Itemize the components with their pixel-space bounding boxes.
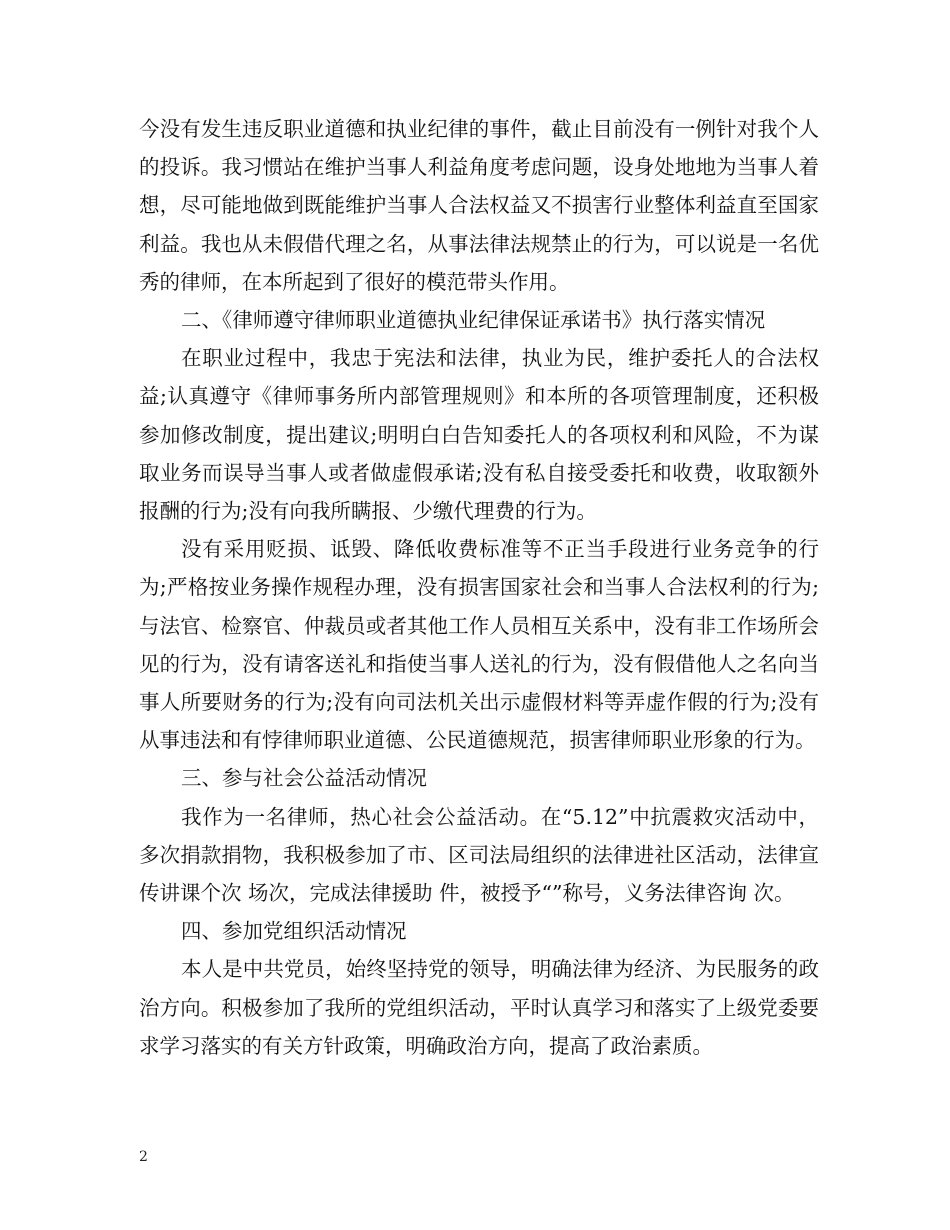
page-number: 2 — [139, 1149, 148, 1165]
paragraph-duties: 在职业过程中，我忠于宪法和法律，执业为民，维护委托人的合法权益;认真遵守《律师事务所内部管理规则》和本所的各项管理制度，还积极参加修改制度，提出建议;明明白白告知委托人的各项权利和风险，不为谋取业务而误导当事人或者做虚假承诺;没有私自接受委托和收费，收取额外报酬的行为;没有向我所瞒报、少缴代理费的行为。 — [139, 346, 819, 524]
section-heading-3: 三、参与社会公益活动情况 — [181, 766, 427, 791]
document-body — [139, 110, 819, 1065]
paragraph-party-activities: 本人是中共党员，始终坚持党的领导，明确法律为经济、为民服务的政治方向。积极参加了我所的党组织活动，平时认真学习和落实了上级党委要求学习落实的有关方针政策，明确政治方向，提高了政治素质。 — [139, 957, 819, 1058]
paragraph-conduct: 没有采用贬损、诋毁、降低收费标准等不正当手段进行业务竞争的行为;严格按业务操作规程办理，没有损害国家社会和当事人合法权利的行为;与法官、检察官、仲裁员或者其他工作人员相互关系中，没有非工作场所会见的行为，没有请客送礼和指使当事人送礼的行为，没有假借他人之名向当事人所要财务的行为;没有向司法机关出示虚假材料等弄虚作假的行为;没有从事违法和有悖律师职业道德、公民道德规范，损害律师职业形象的行为。 — [139, 537, 819, 753]
section-heading-4: 四、参加党组织活动情况 — [181, 919, 407, 944]
paragraph-continuation: 今没有发生违反职业道德和执业纪律的事件，截止目前没有一例针对我个人的投诉。我习惯站在维护当事人利益角度考虑问题，设身处地地为当事人着想，尽可能地做到既能维护当事人合法权益又不损害行业整体利益直至国家利益。我也从未假借代理之名，从事法律法规禁止的行为，可以说是一名优秀的律师，在本所起到了很好的模范带头作用。 — [139, 117, 819, 294]
paragraph-public-welfare: 我作为一名律师，热心社会公益活动。在“5.12”中抗震救灾活动中，多次捐款捐物，我积极参加了市、区司法局组织的法律进社区活动，法律宣传讲课个次 场次，完成法律援助 件，被授予“”称号，义务法律咨询 次。 — [139, 804, 819, 906]
section-heading-2: 二、《律师遵守律师职业道德执业纪律保证承诺书》执行落实情况 — [181, 308, 766, 333]
